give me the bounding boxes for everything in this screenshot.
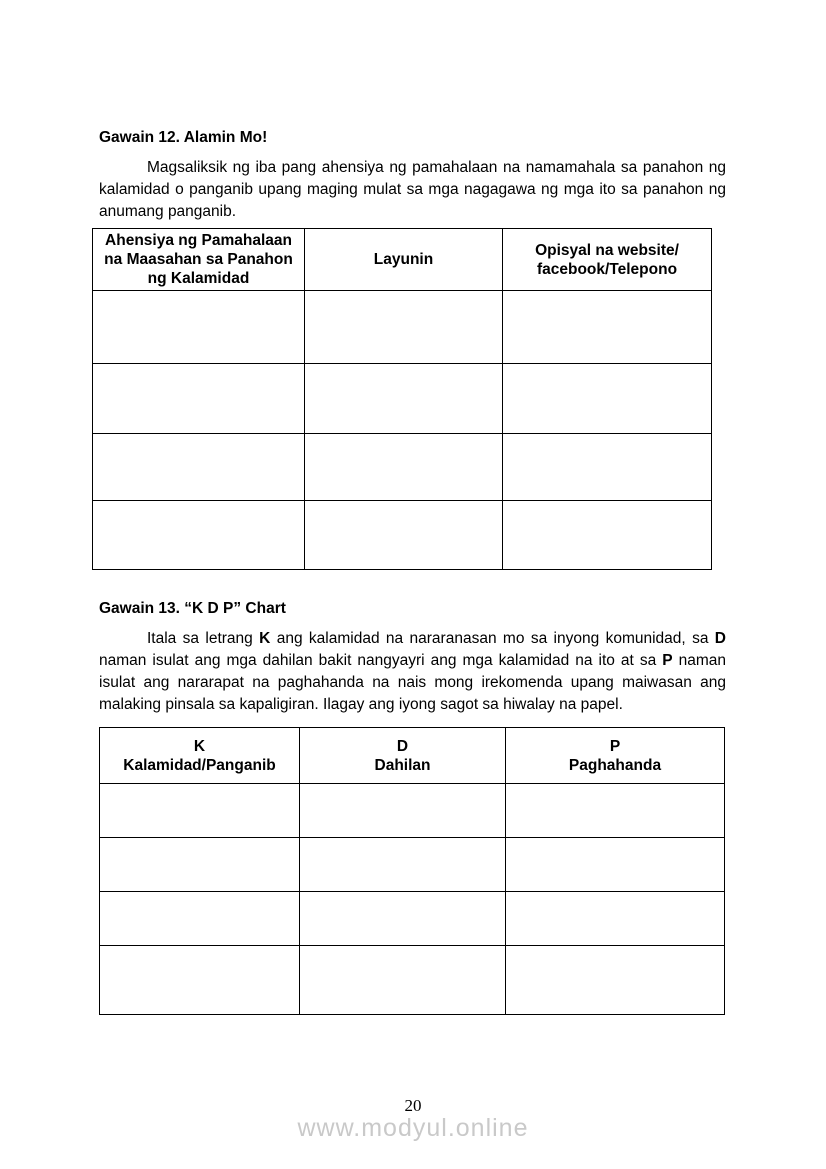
page-number: 20 (404, 1096, 422, 1115)
gawain12-heading: Gawain 12. Alamin Mo! (99, 129, 268, 146)
table-row (93, 434, 712, 501)
gawain13-header-row (100, 728, 725, 784)
empty-cell (503, 291, 712, 364)
empty-cell (93, 364, 305, 434)
empty-cell (503, 434, 712, 501)
header-line: na Maasahan sa Panahon (104, 251, 293, 268)
header-line: Ahensiya ng Pamahalaan (105, 232, 292, 249)
paragraph-segment: Itala sa letrang (147, 630, 260, 647)
gawain12-paragraph: Magsaliksik ng iba pang ahensiya ng pamahalaan na namamahala sa panahon ng kalamidad o panganib upang maging mulat sa mga nagagawa ng mga ito sa panahon ng anumang panganib. (99, 159, 726, 220)
gawain12-header-row (93, 229, 712, 291)
gawain13-paragraph (99, 628, 726, 716)
empty-cell (503, 364, 712, 434)
header-line: Dahilan (374, 756, 431, 774)
header-line: ng Kalamidad (147, 270, 250, 287)
empty-cell (93, 291, 305, 364)
gawain12-table (92, 228, 712, 570)
table-row (100, 946, 725, 1015)
header-letter: K (193, 737, 206, 755)
gawain13-heading: Gawain 13. “K D P” Chart (99, 600, 286, 617)
empty-cell (506, 838, 725, 892)
empty-cell (506, 784, 725, 838)
paragraph-segment: ang kalamidad na nararanasan mo sa inyong komunidad, sa (270, 630, 715, 647)
empty-cell (305, 501, 503, 570)
empty-cell (305, 291, 503, 364)
paragraph-segment: naman isulat ang mga dahilan bakit nangyayri ang mga kalamidad na ito at sa (99, 652, 663, 669)
empty-cell (93, 434, 305, 501)
gawain13-col-kalamidad (100, 728, 300, 784)
table-row (100, 838, 725, 892)
empty-cell (100, 946, 300, 1015)
empty-cell (300, 892, 506, 946)
empty-cell (506, 946, 725, 1015)
paragraph-segment-bold: P (662, 652, 673, 669)
gawain12-col-website (503, 229, 712, 291)
header-letter: P (609, 737, 621, 755)
header-line: Kalamidad/Panganib (123, 756, 276, 774)
empty-cell (503, 501, 712, 570)
table-row (100, 784, 725, 838)
table-row (93, 291, 712, 364)
empty-cell (305, 364, 503, 434)
empty-cell (100, 892, 300, 946)
header-line: Paghahanda (568, 756, 662, 774)
empty-cell (300, 946, 506, 1015)
gawain12-col-ahensiya (93, 229, 305, 291)
empty-cell (300, 784, 506, 838)
gawain12-col-layunin (305, 229, 503, 291)
table-row (100, 892, 725, 946)
header-line: facebook/Telepono (536, 260, 678, 278)
table-row (93, 501, 712, 570)
empty-cell (300, 838, 506, 892)
empty-cell (305, 434, 503, 501)
paragraph-segment-bold: D (714, 630, 726, 647)
gawain13-col-paghahanda (506, 728, 725, 784)
empty-cell (100, 838, 300, 892)
watermark-text: www.modyul.online (297, 1114, 529, 1142)
empty-cell (506, 892, 725, 946)
header-line: Layunin (373, 251, 434, 268)
paragraph-segment: naman isulat ang nararapat na paghahanda na nais mong irekomenda upang maiwasan ang malaking pinsala sa kapaligiran. Ilagay ang iyong sagot sa hiwalay na papel. (99, 652, 726, 713)
empty-cell (93, 501, 305, 570)
header-letter: D (396, 737, 409, 755)
table-row (93, 364, 712, 434)
gawain13-col-dahilan (300, 728, 506, 784)
paragraph-segment-bold: K (259, 630, 271, 647)
page-content (99, 0, 726, 1015)
empty-cell (100, 784, 300, 838)
gawain13-table (99, 727, 725, 1015)
header-line: Opisyal na website/ (535, 241, 679, 259)
